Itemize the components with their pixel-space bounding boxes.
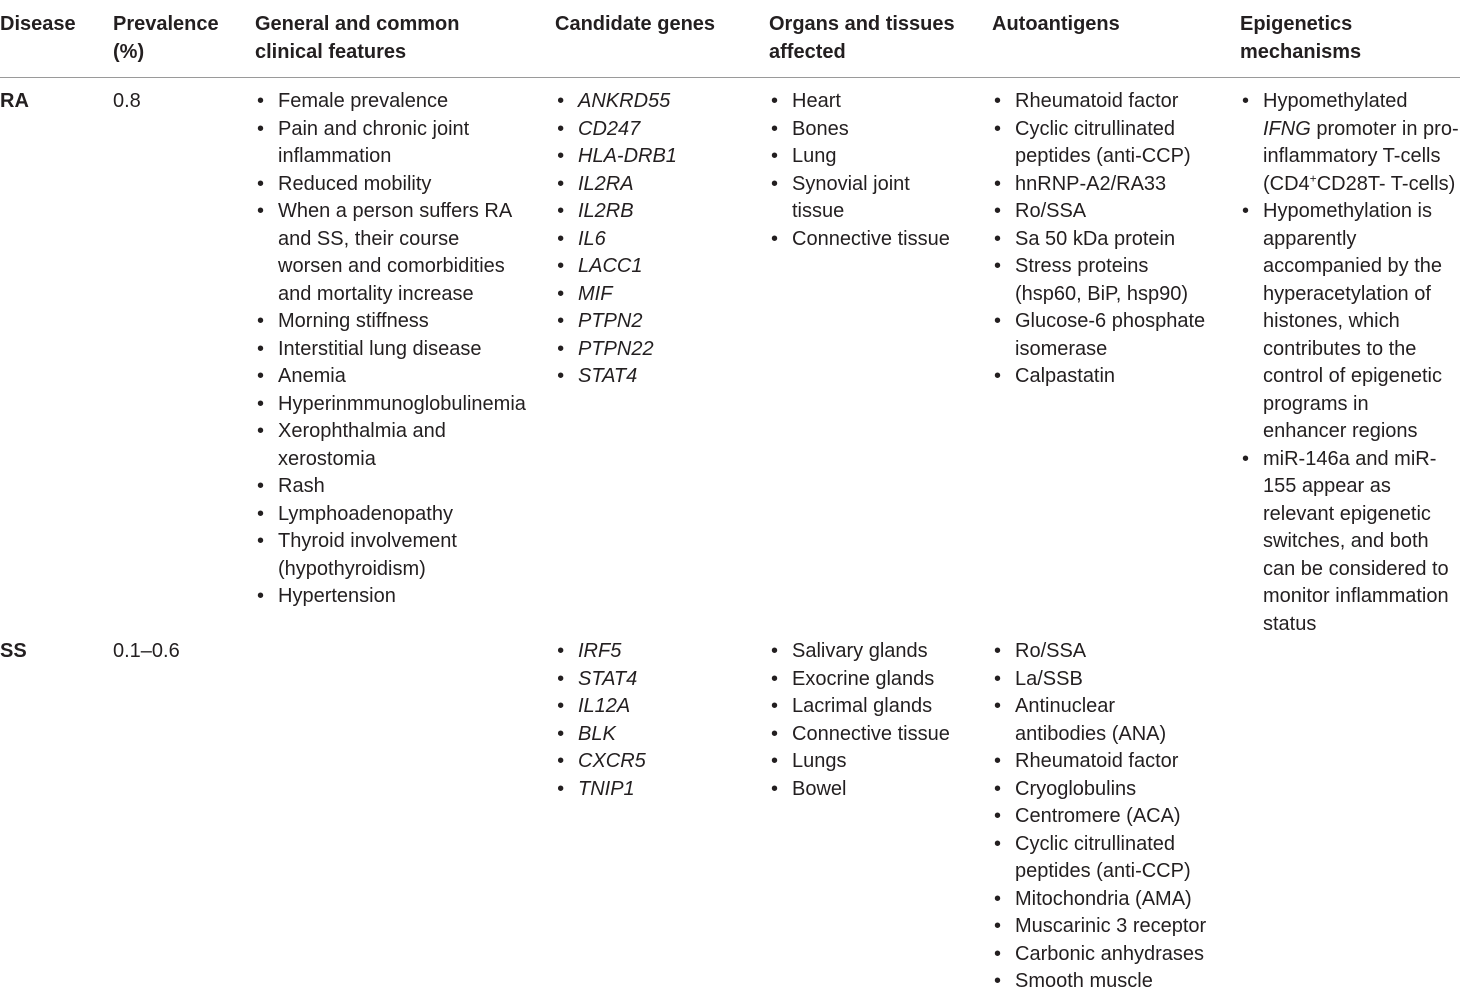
- list-item: • IL2RB: [555, 198, 755, 226]
- list-item: • Female prevalence: [255, 88, 545, 116]
- list-item: • TNIP1: [555, 776, 755, 804]
- list-item: • hnRNP-A2/RA33: [992, 171, 1227, 199]
- list-item: • Cryoglobulins: [992, 776, 1227, 804]
- organs-list: [769, 88, 979, 253]
- epigenetics-list: [1240, 88, 1460, 638]
- list-item: • Exocrine glands: [769, 666, 979, 694]
- list-item: • Cyclic citrullinated peptides (anti-CCP): [992, 831, 1227, 886]
- list-item: • IRF5: [555, 638, 755, 666]
- autoantigens-list: [992, 638, 1227, 996]
- header-clinical-features: General and common clinical features: [255, 13, 460, 63]
- epigenetics-cell: [1240, 88, 1460, 638]
- list-item: • MIF: [555, 281, 755, 309]
- list-item: • Ro/SSA: [992, 638, 1227, 666]
- list-item: • Thyroid involvement (hypothyroidism): [255, 528, 545, 583]
- disease-name: SS: [0, 640, 27, 662]
- list-item: • Synovial joint tissue: [769, 171, 979, 226]
- list-item: • HLA-DRB1: [555, 143, 755, 171]
- header-epigenetics: Epigenetics mechanisms: [1240, 13, 1362, 63]
- list-item: • PTPN22: [555, 336, 755, 364]
- list-item: • Hypomethylated IFNG promoter in pro-inflammatory T-cells (CD4+CD28T- T-cells): [1240, 88, 1460, 198]
- list-item: • Connective tissue: [769, 721, 979, 749]
- organs-cell: [769, 88, 979, 253]
- list-item: • Salivary glands: [769, 638, 979, 666]
- prevalence-value: 0.1–0.6: [113, 640, 180, 662]
- list-item: • IL2RA: [555, 171, 755, 199]
- list-item: • Cyclic citrullinated peptides (anti-CCP): [992, 116, 1227, 171]
- list-item: • Mitochondria (AMA): [992, 886, 1227, 914]
- list-item: • Pain and chronic joint inflammation: [255, 116, 545, 171]
- list-item: • Reduced mobility: [255, 171, 545, 199]
- list-item: • Xerophthalmia and xerostomia: [255, 418, 545, 473]
- clinical-features-list: [255, 88, 545, 611]
- list-item: • Lung: [769, 143, 979, 171]
- list-item: • Sa 50 kDa protein: [992, 226, 1227, 254]
- list-item: • When a person suffers RA and SS, their course worsen and comorbidities and mortality increase: [255, 198, 545, 308]
- list-item: • LACC1: [555, 253, 755, 281]
- autoantigens-list: [992, 88, 1227, 391]
- list-item: • Centromere (ACA): [992, 803, 1227, 831]
- list-item: • Rheumatoid factor: [992, 748, 1227, 776]
- candidate-genes-list: [555, 88, 755, 391]
- list-item: • IL6: [555, 226, 755, 254]
- list-item: • Connective tissue: [769, 226, 979, 254]
- list-item: • ANKRD55: [555, 88, 755, 116]
- candidate-genes-list: [555, 638, 755, 803]
- prevalence-value: 0.8: [113, 90, 141, 112]
- organs-cell: [769, 638, 979, 803]
- candidate-genes-cell: [555, 88, 755, 391]
- candidate-genes-cell: [555, 638, 755, 803]
- header-disease: Disease: [0, 13, 76, 35]
- list-item: • Hypomethylation is apparently accompanied by the hyperacetylation of histones, which contributes to the control of epigenetic programs in enhancer regions: [1240, 198, 1460, 446]
- list-item: • Rheumatoid factor: [992, 88, 1227, 116]
- list-item: • CXCR5: [555, 748, 755, 776]
- list-item: • Heart: [769, 88, 979, 116]
- list-item: • Carbonic anhydrases: [992, 941, 1227, 969]
- list-item: • miR-146a and miR-155 appear as relevant epigenetic switches, and both can be considered to monitor inflammation status: [1240, 446, 1460, 639]
- list-item: • Ro/SSA: [992, 198, 1227, 226]
- list-item: • Hyperinmmunoglobulinemia: [255, 391, 545, 419]
- table-header: [0, 0, 1460, 78]
- list-item: • IL12A: [555, 693, 755, 721]
- list-item: • PTPN2: [555, 308, 755, 336]
- header-autoantigens: Autoantigens: [992, 13, 1120, 35]
- header-prevalence: Prevalence (%): [113, 13, 219, 63]
- autoantigens-cell: [992, 88, 1227, 391]
- list-item: • Morning stiffness: [255, 308, 545, 336]
- list-item: • Stress proteins (hsp60, BiP, hsp90): [992, 253, 1227, 308]
- clinical-features-cell: [255, 88, 545, 611]
- list-item: • Lacrimal glands: [769, 693, 979, 721]
- disease-name: RA: [0, 90, 29, 112]
- list-item: • Rash: [255, 473, 545, 501]
- list-item: • La/SSB: [992, 666, 1227, 694]
- list-item: • Hypertension: [255, 583, 545, 611]
- list-item: • Lymphoadenopathy: [255, 501, 545, 529]
- list-item: • Bowel: [769, 776, 979, 804]
- list-item: • Anemia: [255, 363, 545, 391]
- header-candidate-genes: Candidate genes: [555, 13, 716, 35]
- list-item: • STAT4: [555, 666, 755, 694]
- list-item: • Bones: [769, 116, 979, 144]
- list-item: • Muscarinic 3 receptor: [992, 913, 1227, 941]
- list-item: • CD247: [555, 116, 755, 144]
- list-item: • BLK: [555, 721, 755, 749]
- autoantigens-cell: [992, 638, 1227, 996]
- list-item: • Glucose-6 phosphate isomerase: [992, 308, 1227, 363]
- header-organs: Organs and tissues affected: [769, 13, 955, 63]
- list-item: • Smooth muscle: [992, 968, 1227, 996]
- list-item: • Antinuclear antibodies (ANA): [992, 693, 1227, 748]
- list-item: • Calpastatin: [992, 363, 1227, 391]
- list-item: • Interstitial lung disease: [255, 336, 545, 364]
- list-item: • STAT4: [555, 363, 755, 391]
- organs-list: [769, 638, 979, 803]
- list-item: • Lungs: [769, 748, 979, 776]
